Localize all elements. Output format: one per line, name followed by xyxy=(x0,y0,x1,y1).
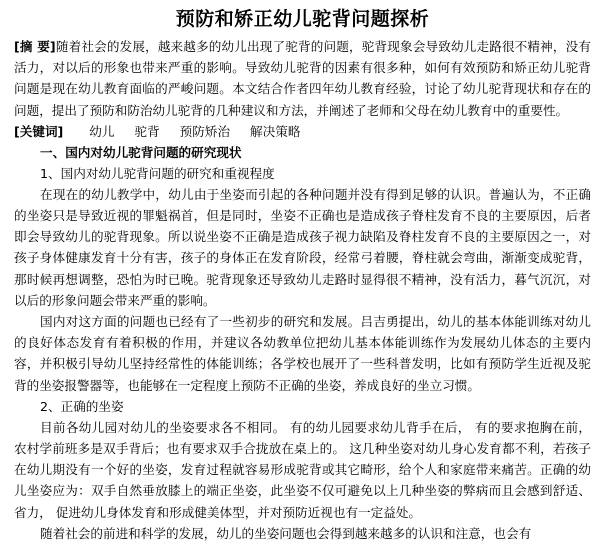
keyword-item: 驼背 xyxy=(134,123,160,139)
abstract-label: [摘 要] xyxy=(14,39,56,54)
body-paragraph: 目前各幼儿园对幼儿的坐姿要求各不相同。 有的幼儿园要求幼儿背手在后， 有的要求抱胸在前， 农村学前班多是双手背后；也有要求双手合拢放在桌上的。 这几种坐姿对幼儿身心发育都不利，若孩子在幼儿期没有一个好的坐姿，发育过程就容易形成驼背或其它畸形，给个人和家庭带来痛苦。正确的幼儿坐姿应为：双手自然垂放膝上的端正坐姿，此坐姿不仅可避免以上几种坐姿的弊病而且会感到舒适、省力， 促进幼儿身体发育和形成健美体型，并对预防近视也有一定益处。 xyxy=(14,419,591,520)
subsection-heading: 1、国内对幼儿驼背问题的研究和重视程度 xyxy=(40,165,275,181)
document-title: 预防和矫正幼儿驼背问题探析 xyxy=(175,8,430,30)
body-paragraph: 随着社会的前进和科学的发展，幼儿的坐姿问题也会得到越来越多的认识和注意，也会有 xyxy=(40,525,532,541)
section-heading: 一、国内对幼儿驼背问题的研究现状 xyxy=(40,144,242,160)
abstract-paragraph xyxy=(14,36,591,121)
keywords-label: [关键词] xyxy=(14,123,64,139)
subsection-heading: 2、正确的坐姿 xyxy=(40,398,124,414)
abstract-text: 随着社会的发展，越来越多的幼儿出现了驼背的问题，驼背现象会导致幼儿走路很不精神，没有活力，对以后的形象也带来严重的影响。导致幼儿驼背的因素有很多种，如何有效预防和矫正幼儿驼背问题是现在幼儿教育面临的严峻问题。本文结合作者四年幼儿教育经验，讨论了幼儿驼背现状和存在的问题，提出了预防和防治幼儿驼背的几种建议和方法，并阐述了老师和父母在幼儿教育中的重要性。 xyxy=(14,39,592,118)
keyword-item: 解决策略 xyxy=(250,123,301,139)
body-paragraph: 国内对这方面的问题也已经有了一些初步的研究和发展。吕吉勇提出，幼儿的基本体能训练对幼儿的良好体态发育有着积极的作用，并建议各幼教单位把幼儿基本体能训练作为发展幼儿体态的主要内容，并积极引导幼儿坚持经常性的体能训练；各学校也展开了一些科普发明，比如有预防学生近视及驼背的坐姿报警器等，也能够在一定程度上预防不正确的坐姿，养成良好的坐立习惯。 xyxy=(14,314,591,393)
body-paragraph: 在现在的幼儿教学中，幼儿由于坐姿而引起的各种问题并没有得到足够的认识。普遍认为，不正确的坐姿只是导致近视的罪魁祸首，但是同时，坐姿不正确也是造成孩子脊柱发育不良的主要原因，后者即会导致幼儿的驼背现象。所以说坐姿不正确是造成孩子视力缺陷及脊柱发育不良的主要原因之一，对孩子身体健康发育十分有害，孩子的身体正在发育阶段，经常弓着腰，脊柱就会弯曲，渐渐变成驼背，那时候再想调整，恐怕为时已晚。驼背现象还导致幼儿走路时显得很不精神，没有活力，暮气沉沉，对以后的形象问题会带来严重的影响。 xyxy=(14,186,591,308)
keywords-row xyxy=(14,121,591,142)
keyword-item: 预防矫治 xyxy=(179,123,231,139)
keyword-item: 幼儿 xyxy=(89,123,115,139)
